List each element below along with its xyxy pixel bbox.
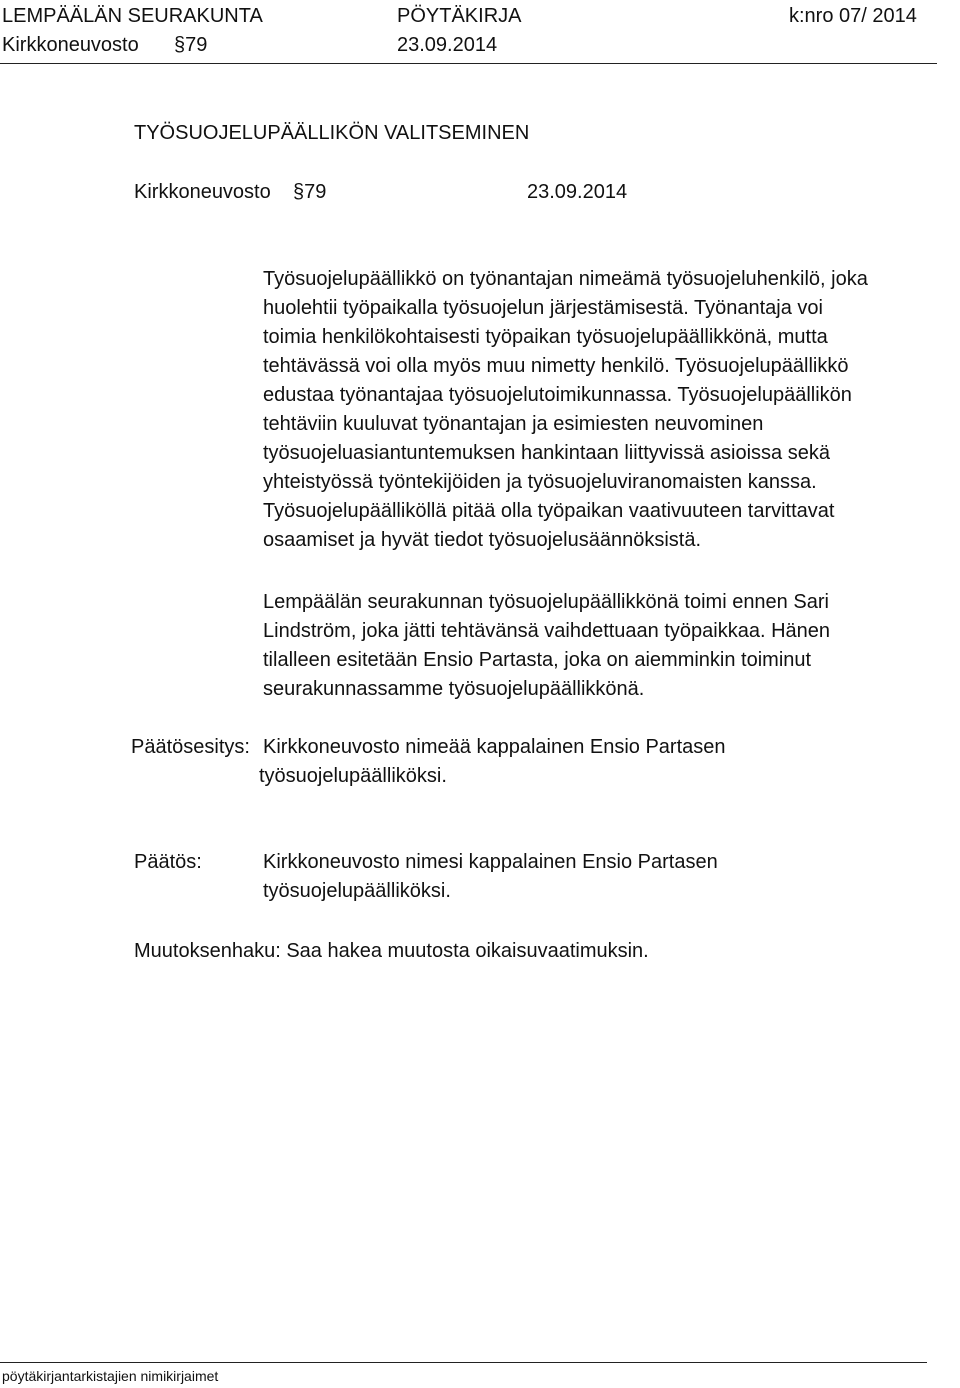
meeting-section: §79: [293, 181, 327, 203]
header-document-type: PÖYTÄKIRJA: [397, 5, 522, 27]
paragraph-line: huolehtii työpaikalla työsuojelun järjestämisestä. Työnantaja voi: [263, 297, 823, 319]
paragraph-line: edustaa työnantajaa työsuojelutoimikunnassa. Työsuojelupäällikön: [263, 384, 852, 406]
paragraph-line: tilalleen esitetään Ensio Partasta, joka on aiemminkin toiminut: [263, 649, 812, 671]
header-document-number: k:nro 07/ 2014: [789, 5, 917, 27]
paragraph-line: seurakunnassamme työsuojelupäällikkönä.: [263, 678, 645, 700]
paragraph-line: tehtävässä voi olla myös muu nimetty henkilö. Työsuojelupäällikkö: [263, 355, 849, 377]
decision-text-line1: Kirkkoneuvosto nimesi kappalainen Ensio Partasen: [263, 851, 718, 873]
decision-text-line2: työsuojelupäälliköksi.: [263, 880, 451, 902]
paragraph-line: toimia henkilökohtaisesti työpaikan työsuojelupäällikkönä, mutta: [263, 326, 828, 348]
background-paragraph: [263, 588, 957, 704]
meeting-date: 23.09.2014: [527, 181, 628, 203]
paragraph-line: tehtäviin kuuluvat työnantajan ja esimiesten neuvominen: [263, 413, 764, 435]
appeal-text: Muutoksenhaku: Saa hakea muutosta oikaisuvaatimuksin.: [134, 940, 649, 962]
page-title: TYÖSUOJELUPÄÄLLIKÖN VALITSEMINEN: [134, 122, 530, 144]
header-divider: [0, 63, 937, 64]
footer-divider: [0, 1362, 927, 1363]
header-body: Kirkkoneuvosto: [2, 34, 139, 56]
decision-label: Päätös:: [134, 851, 202, 873]
paragraph-line: työsuojeluasiantuntemuksen hankintaan liittyvissä asioissa sekä: [263, 442, 830, 464]
description-paragraph: [263, 265, 957, 555]
paragraph-line: yhteistyössä työntekijöiden ja työsuojeluviranomaisten kanssa.: [263, 471, 817, 493]
proposal-label: Päätösesitys:: [131, 736, 250, 758]
paragraph-line: Työsuojelupäällikkö on työnantajan nimeämä työsuojeluhenkilö, joka: [263, 268, 868, 290]
paragraph-line: Lempäälän seurakunnan työsuojelupäällikkönä toimi ennen Sari: [263, 591, 829, 613]
proposal-text-line2: työsuojelupäälliköksi.: [259, 765, 447, 787]
header-date: 23.09.2014: [397, 34, 498, 56]
meeting-body: Kirkkoneuvosto: [134, 181, 271, 203]
paragraph-line: Lindström, joka jätti tehtävänsä vaihdettuaan työpaikkaa. Hänen: [263, 620, 831, 642]
header-section: §79: [174, 34, 208, 56]
footer-initials-label: pöytäkirjantarkistajien nimikirjaimet: [2, 1368, 219, 1384]
header-organization: LEMPÄÄLÄN SEURAKUNTA: [2, 5, 263, 27]
paragraph-line: Työsuojelupäälliköllä pitää olla työpaikan vaativuuteen tarvittavat: [263, 500, 835, 522]
proposal-text-line1: Kirkkoneuvosto nimeää kappalainen Ensio Partasen: [263, 736, 726, 758]
paragraph-line: osaamiset ja hyvät tiedot työsuojelusäännöksistä.: [263, 529, 702, 551]
